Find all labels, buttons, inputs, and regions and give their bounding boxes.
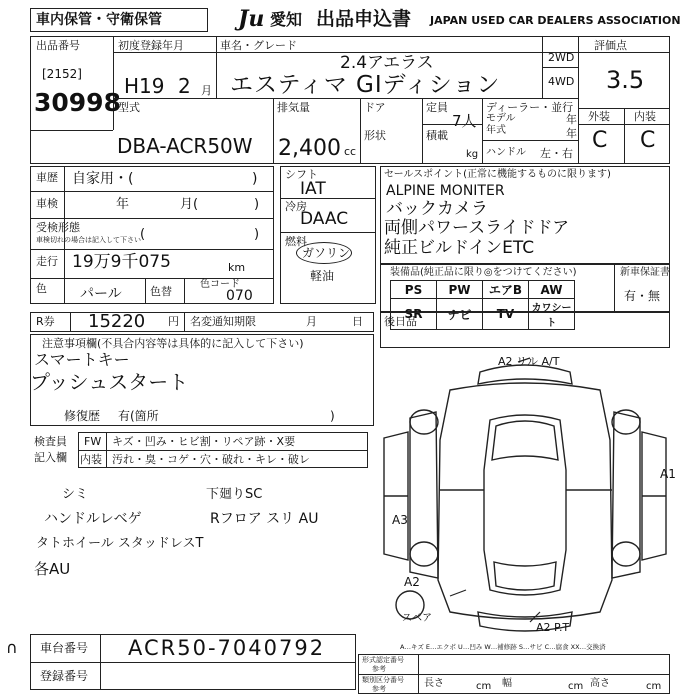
dim-ref1: 参考 xyxy=(372,665,386,673)
dim-length-label: 長さ xyxy=(424,678,444,689)
mark-left: A3 xyxy=(392,513,408,527)
inspector-fw: FW xyxy=(84,435,102,448)
rating-exterior-label: 外装 xyxy=(588,110,610,123)
deadline-label: 名変通知期限 xyxy=(190,315,256,328)
car-diagram xyxy=(380,350,670,640)
recycle-value: 15220 xyxy=(88,311,146,332)
notes-label: 注意事項欄(不具合内容等は具体的に記入して下さい) xyxy=(42,337,304,350)
doors-label: ドア xyxy=(364,101,386,114)
displacement-value: 2,400 xyxy=(278,136,341,161)
load-unit: kg xyxy=(466,149,479,160)
equip-tv: TV xyxy=(483,299,529,330)
registration-month: 2 xyxy=(178,74,191,98)
equip-aw: AW xyxy=(529,281,575,299)
capacity-value: 7人 xyxy=(452,112,477,130)
mark-top: A2 リル A/T xyxy=(498,355,560,368)
warranty-options: 有・無 xyxy=(624,289,661,303)
margin-mark: ∩ xyxy=(6,638,18,657)
repair-label: 修復歴 xyxy=(64,409,101,423)
selling-point-3: 両側パワースライドドア xyxy=(384,218,570,238)
registration-year: H19 xyxy=(124,74,165,98)
repair-value: 有(箇所 xyxy=(118,409,159,423)
equip-leather: カワシート xyxy=(529,299,575,330)
spare-label: スペア xyxy=(402,613,432,624)
fuel-other: 軽油 xyxy=(310,269,335,283)
selling-points-label: セールスポイント(正常に機能するものに限ります) xyxy=(384,169,611,180)
hand-note-left1: シミ xyxy=(62,487,89,502)
damage-legend: A…キズ E…エクボ U…凹み W…補修跡 S…サビ C…腐食 XX…交換済 xyxy=(400,643,606,651)
deadline-month: 月 xyxy=(306,315,317,328)
color-swap-label: 色替 xyxy=(150,285,172,298)
dealer-label: ディーラー・並行 xyxy=(486,101,574,114)
form-title-en: JAPAN USED CAR DEALERS ASSOCIATION xyxy=(430,14,681,27)
type-label: 型式 xyxy=(118,101,140,114)
model-line1: 2.4アエラス xyxy=(340,53,434,73)
inspector-label-2: 記入欄 xyxy=(34,451,67,464)
car-history-value: 自家用・( xyxy=(72,171,134,187)
type-value: DBA-ACR50W xyxy=(117,134,253,158)
capacity-label: 定員 xyxy=(426,101,448,114)
later-items-block xyxy=(380,312,670,348)
equip-sr: SR xyxy=(391,299,437,330)
repair-close: ) xyxy=(330,409,335,423)
receive-paren: ( xyxy=(140,227,146,242)
dim-height-label: 高さ xyxy=(590,678,610,689)
logo-mark: Ju xyxy=(238,6,265,32)
dim-label1: 形式認定番号 xyxy=(362,656,404,664)
load-label: 積載 xyxy=(426,129,448,142)
dim-width-label: 幅 xyxy=(502,678,512,689)
notes-line2: プッシュスタート xyxy=(30,370,189,394)
handle-options: 左・右 xyxy=(540,147,573,160)
inspector-row2: 汚れ・臭・コゲ・穴・破れ・キレ・破レ xyxy=(112,453,310,466)
fuel-circled: ガソリン xyxy=(302,246,351,260)
recycle-label: R券 xyxy=(36,315,55,328)
model-year-unit: 年 xyxy=(566,127,577,140)
fuel-label: 燃料 xyxy=(285,235,307,248)
rating-label: 評価点 xyxy=(594,39,627,52)
lot-number: 30998 xyxy=(34,88,121,117)
equip-airbag: エアB xyxy=(483,281,529,299)
color-code-value: 070 xyxy=(226,288,253,304)
equipment-label: 装備品(純正品に限り◎をつけてください) xyxy=(390,267,577,278)
receive-sub: 車検切れの場合は記入して下さい xyxy=(36,236,141,244)
inspector-label-1: 検査員 xyxy=(34,435,67,448)
receive-close: ) xyxy=(254,227,260,242)
inspection-label: 車検 xyxy=(36,197,58,210)
displacement-unit: cc xyxy=(344,145,357,158)
color-label: 色 xyxy=(36,282,47,295)
registration-label: 初度登録年月 xyxy=(118,39,184,52)
drive-4wd: 4WD xyxy=(548,75,575,88)
shape-label: 形状 xyxy=(364,129,386,142)
registration-number-label: 登録番号 xyxy=(40,669,89,683)
notes-line1: スマートキー xyxy=(34,350,130,369)
inspection-month: 月( xyxy=(180,197,199,212)
rating-interior: C xyxy=(640,128,656,153)
model-label: 車名・グレード xyxy=(220,39,297,52)
storage-label: 車内保管・守衛保管 xyxy=(36,12,162,28)
dim-ref2: 参考 xyxy=(372,685,386,693)
form-title: 出品申込書 xyxy=(316,8,412,30)
dealer-year: 年 xyxy=(566,113,577,126)
logo-region: 愛知 xyxy=(270,10,303,29)
chassis-label: 車台番号 xyxy=(40,641,89,655)
lot-label: 出品番号 xyxy=(36,39,80,52)
color-value: パール xyxy=(80,286,122,302)
equip-pw: PW xyxy=(437,281,483,299)
dim-height-unit: cm xyxy=(646,681,662,692)
dim-label2: 類別区分番号 xyxy=(362,676,404,684)
mileage-unit: km xyxy=(228,261,246,274)
model-year-label: モデル xyxy=(486,113,516,124)
equip-navi: ナビ xyxy=(437,299,483,330)
cooling-label: 冷房 xyxy=(285,200,307,213)
selling-point-2: バックカメラ xyxy=(386,199,488,219)
dim-length-unit: cm xyxy=(476,681,492,692)
later-label: 後日品 xyxy=(384,315,417,328)
rating-interior-label: 内装 xyxy=(634,110,656,123)
color-code-label: 色コード xyxy=(200,279,240,290)
hand-note-left2: ハンドルレベゲ xyxy=(44,511,142,527)
displacement-label: 排気量 xyxy=(277,101,310,114)
deadline-day: 日 xyxy=(352,315,363,328)
receive-label: 受検形態 xyxy=(36,221,80,234)
rating-score: 3.5 xyxy=(606,66,645,94)
equip-ps: PS xyxy=(391,281,437,299)
warranty-label: 新車保証書 xyxy=(620,267,670,278)
hand-note-right1: 下廻りSC xyxy=(206,487,263,502)
hand-note-right2: Rフロア スリ AU xyxy=(210,511,319,527)
hand-note-left3: タトホイール スタッドレスT xyxy=(36,536,204,551)
model-year-label2: 年式 xyxy=(486,125,506,136)
mark-right: A1 xyxy=(660,467,676,481)
inspection-year: 年 xyxy=(116,197,130,212)
car-history-close: ) xyxy=(252,171,258,187)
chassis-value: ACR50-7040792 xyxy=(128,636,326,660)
mark-lower-left: A2 xyxy=(404,575,420,589)
drive-2wd: 2WD xyxy=(548,51,575,64)
inspector-interior: 内装 xyxy=(80,453,102,466)
car-history-label: 車歴 xyxy=(36,171,58,184)
shift-value: IAT xyxy=(300,179,326,199)
mileage-label: 走行 xyxy=(36,255,58,268)
handle-label: ハンドル xyxy=(486,147,526,158)
lot-sub-number: [2152] xyxy=(42,67,82,81)
dim-width-unit: cm xyxy=(568,681,584,692)
inspector-row1: キズ・凹み・ヒビ割・リペア跡・X要 xyxy=(112,435,296,448)
selling-point-4: 純正ビルドインETC xyxy=(384,238,535,258)
shift-label: シフト xyxy=(285,168,318,181)
mileage-value: 19万9千075 xyxy=(72,252,171,272)
selling-point-1: ALPINE MONITER xyxy=(386,183,505,199)
rating-exterior: C xyxy=(592,128,608,153)
model-line2: エスティマ GIディション xyxy=(230,72,501,98)
hand-note-left4: 各AU xyxy=(34,560,71,578)
mark-bottom: A2 P.T xyxy=(536,621,570,634)
inspection-close: ) xyxy=(254,197,260,212)
recycle-unit: 円 xyxy=(168,315,179,328)
registration-month-unit: 月 xyxy=(201,84,212,97)
cooling-value: DAAC xyxy=(300,209,349,229)
